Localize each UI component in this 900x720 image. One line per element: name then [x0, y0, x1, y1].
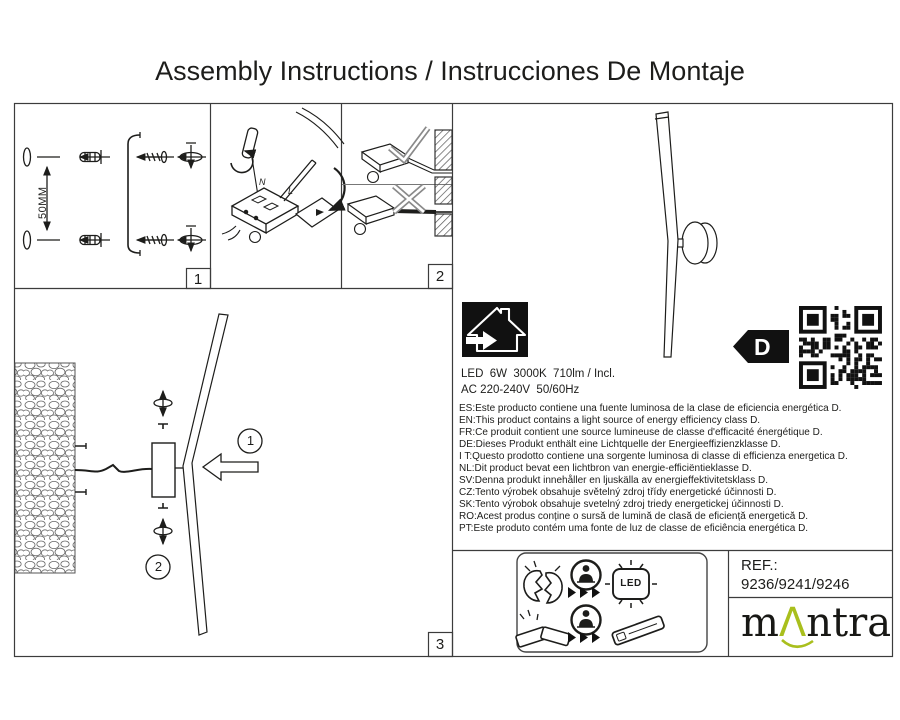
technician-icon [572, 561, 601, 590]
note-en: EN:This product contains a light source of energy efficiency class D. [459, 415, 761, 426]
panel-1-number: 1 [193, 271, 203, 288]
step-2-label: 2 [154, 559, 163, 574]
ref-numbers: 9236/9241/9246 [741, 576, 850, 593]
installation-drawing [15, 314, 262, 635]
note-fr: FR:Ce produit contient une source lumineuse de classe d'efficacité énergétique D. [459, 427, 823, 438]
note-sv: SV:Denna produkt innehåller en ljuskälla av energieffektivitetsklass D. [459, 475, 769, 486]
note-it: I T:Questo prodotto contiene una sorgente luminosa di classe di efficienza energetica D. [459, 451, 848, 462]
brand-logo [740, 600, 892, 646]
screw-rotation-icon [154, 503, 172, 544]
supply-wire [75, 465, 152, 472]
broken-lamp-icon [524, 561, 562, 603]
screw-icon [137, 235, 174, 246]
panel-2-number: 2 [435, 268, 445, 285]
note-ro: RO:Acest produs conține o sursă de lumină de clasă de eficiență energetică D. [459, 511, 809, 522]
note-cz: CZ:Tento výrobek obsahuje světelný zdroj třídy energetické účinnosti D. [459, 487, 777, 498]
screw-icon [137, 152, 174, 163]
drill-distance-label: 50MM [37, 186, 49, 219]
brand-part2: ntra [806, 600, 892, 646]
built-in-led-house-icon [462, 302, 528, 357]
wall-plug-icon [80, 150, 110, 164]
qr-code [799, 306, 882, 389]
push-arrow [203, 454, 258, 480]
led-icon-label: LED [620, 578, 642, 589]
product-drawing [655, 112, 717, 357]
note-sk: SK:Tento výrobok obsahuje svetelný zdroj triedy energetickej účinnosti D. [459, 499, 784, 510]
brand-caret: Λ [778, 600, 807, 646]
screw-rotation-icon [178, 226, 206, 251]
panel-3-number: 3 [435, 636, 445, 653]
ref-label: REF.: [741, 557, 778, 574]
spec-ac: AC 220-240V 50/60Hz [461, 384, 580, 396]
step-1-label: 1 [246, 433, 255, 448]
driver-icon [612, 615, 665, 645]
wall-plug-icon [80, 233, 110, 247]
spec-led: LED 6W 3000K 710lm / Incl. [461, 368, 616, 380]
screw-rotation-icon [154, 391, 172, 429]
broken-driver-icon [516, 610, 571, 647]
note-nl: NL:Dit product bevat een lichtbron van energie-efficiëntieklasse D. [459, 463, 752, 474]
wiring-drawing [342, 128, 452, 236]
brand-part1: m [740, 600, 779, 646]
note-es: ES:Este producto contiene una fuente luminosa de la clase de eficiencia energética D. [459, 403, 842, 414]
technician-icon [572, 606, 601, 635]
drill-template-drawing [24, 132, 207, 256]
service-icons-box [516, 553, 707, 652]
terminal-n-label: N [259, 177, 266, 187]
mounting-bracket [152, 443, 175, 497]
screwdriver-drawing [222, 108, 345, 243]
terminal-l-label: L [288, 186, 294, 196]
note-de: DE:Dieses Produkt enthält eine Lichtquelle der Energieeffizienzklasse D. [459, 439, 781, 450]
page-title: Assembly Instructions / Instrucciones De Montaje [155, 56, 745, 86]
screw-rotation-icon [178, 143, 206, 168]
energy-class-letter: D [754, 334, 771, 360]
note-pt: PT:Este produto contém uma fonte de luz de classe de eficiência energética D. [459, 523, 809, 534]
